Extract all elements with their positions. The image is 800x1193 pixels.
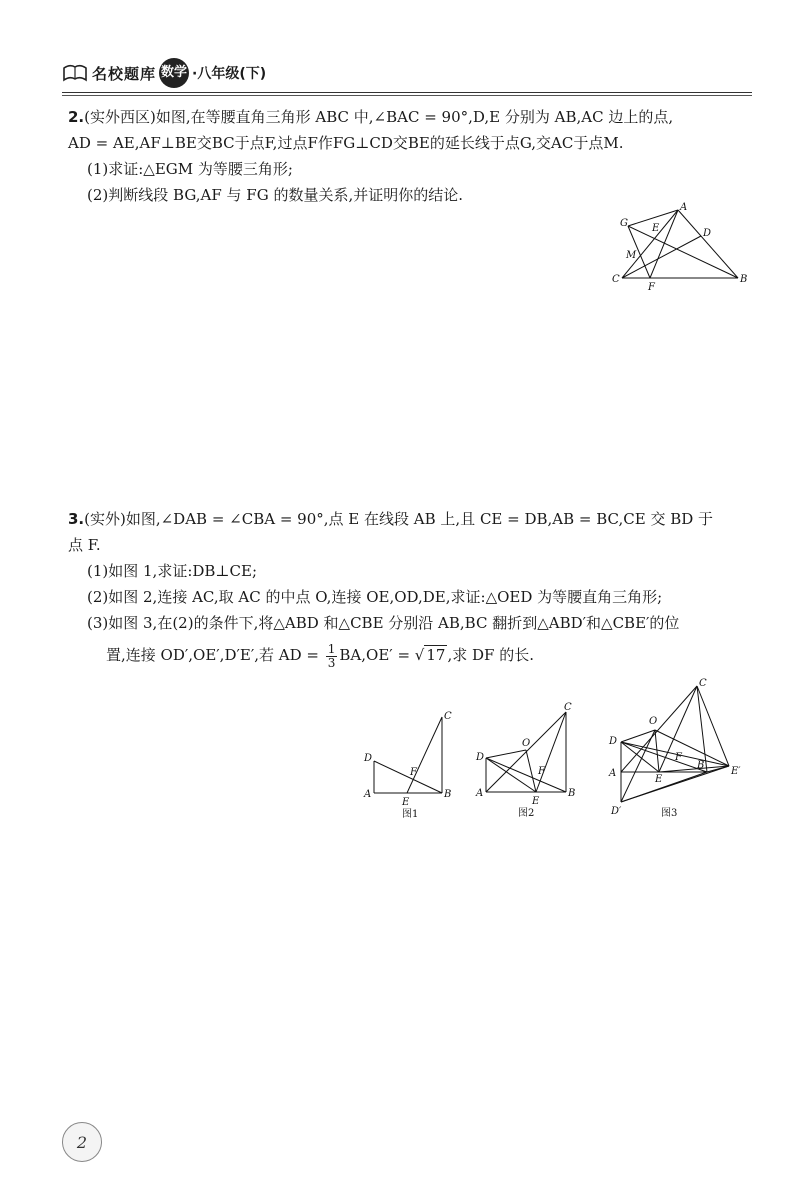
brand-title: 名校题库	[92, 64, 157, 83]
fig3-label-d-prime: D′	[611, 806, 622, 817]
problem-3	[68, 506, 758, 670]
p2-label-d: D	[703, 228, 712, 239]
fig3-label-a: A	[609, 768, 617, 779]
fig2-label-e: E	[532, 796, 540, 807]
problem-2-question-1: (1)求证:△EGM 为等腰三角形;	[87, 160, 293, 178]
p2-label-a: A	[680, 202, 688, 213]
p2-label-e: E	[652, 223, 660, 234]
figure-3	[605, 674, 755, 823]
fig3-label-e: E	[655, 774, 663, 785]
problem-3-line1: 3.(实外)如图,∠DAB = ∠CBA = 90°,点 E 在线段 AB 上,且 CE = DB,AB = BC,CE 交 BD 于	[68, 510, 714, 528]
fig2-label-a: A	[476, 788, 484, 799]
header-rule-thin	[62, 95, 752, 96]
fig1-label-f: F	[410, 767, 417, 778]
p2-label-b: B	[740, 274, 748, 285]
fig1-label-c: C	[444, 711, 452, 722]
fig2-label-d: D	[476, 752, 485, 763]
figure-1	[362, 705, 462, 823]
page-header	[62, 58, 266, 88]
problem-3-line2: 点 F.	[68, 536, 101, 554]
fig3-label-b: B	[697, 760, 705, 771]
fig3-label-f: F	[675, 752, 682, 763]
problem-3-question-2: (2)如图 2,连接 AC,取 AC 的中点 O,连接 OE,OD,DE,求证:△OED 为等腰直角三角形;	[87, 588, 663, 606]
problem-2	[68, 104, 758, 208]
fig1-label-d: D	[364, 753, 373, 764]
header-rule	[62, 92, 752, 93]
grade-label: ·八年级(下)	[192, 66, 267, 82]
fig1-caption: 图1	[402, 809, 419, 820]
fig3-caption: 图3	[661, 808, 678, 819]
book-logo-icon	[62, 62, 88, 84]
fig1-label-a: A	[364, 789, 372, 800]
subject-badge: 数学	[159, 58, 189, 88]
fig2-label-c: C	[564, 702, 572, 713]
fraction-one-third: $\frac{1}{3}$	[327, 641, 336, 670]
problem-2-figure	[610, 200, 750, 295]
figure-2	[474, 700, 584, 823]
problem-3-question-1: (1)如图 1,求证:DB⊥CE;	[87, 562, 258, 580]
fig3-label-o: O	[649, 716, 658, 727]
p2-label-f: F	[648, 282, 655, 293]
p2-label-c: C	[612, 274, 620, 285]
page-number: 2	[62, 1122, 102, 1162]
fig1-label-e: E	[402, 797, 410, 808]
problem-2-line2: AD = AE,AF⊥BE交BC于点F,过点F作FG⊥CD交BE的延长线于点G,交AC于点M.	[68, 134, 624, 152]
p2-label-g: G	[620, 218, 628, 229]
fig2-label-b: B	[568, 788, 576, 799]
problem-2-line1: 2.(实外西区)如图,在等腰直角三角形 ABC 中,∠BAC = 90°,D,E 分别为 AB,AC 边上的点,	[68, 108, 674, 126]
fig3-label-e-prime: E′	[731, 766, 741, 777]
fig2-caption: 图2	[518, 808, 535, 819]
p2-label-m: M	[626, 250, 637, 261]
fig1-label-b: B	[444, 789, 452, 800]
fig3-label-d: D	[609, 736, 618, 747]
fig2-label-f: F	[538, 766, 545, 777]
problem-2-question-2: (2)判断线段 BG,AF 与 FG 的数量关系,并证明你的结论.	[87, 186, 464, 204]
problem-3-question-3-cont: 置,连接 OD′,OE′,D′E′,若 AD = $\frac{1}{3}$ BA,OE′ = √ 17 ,求 DF 的长.	[106, 641, 534, 670]
problem-3-question-3: (3)如图 3,在(2)的条件下,将△ABD 和△CBE 分别沿 AB,BC 翻折到△ABD′和△CBE′的位	[87, 614, 680, 632]
fig2-label-o: O	[522, 738, 531, 749]
fig3-label-c: C	[699, 678, 707, 689]
